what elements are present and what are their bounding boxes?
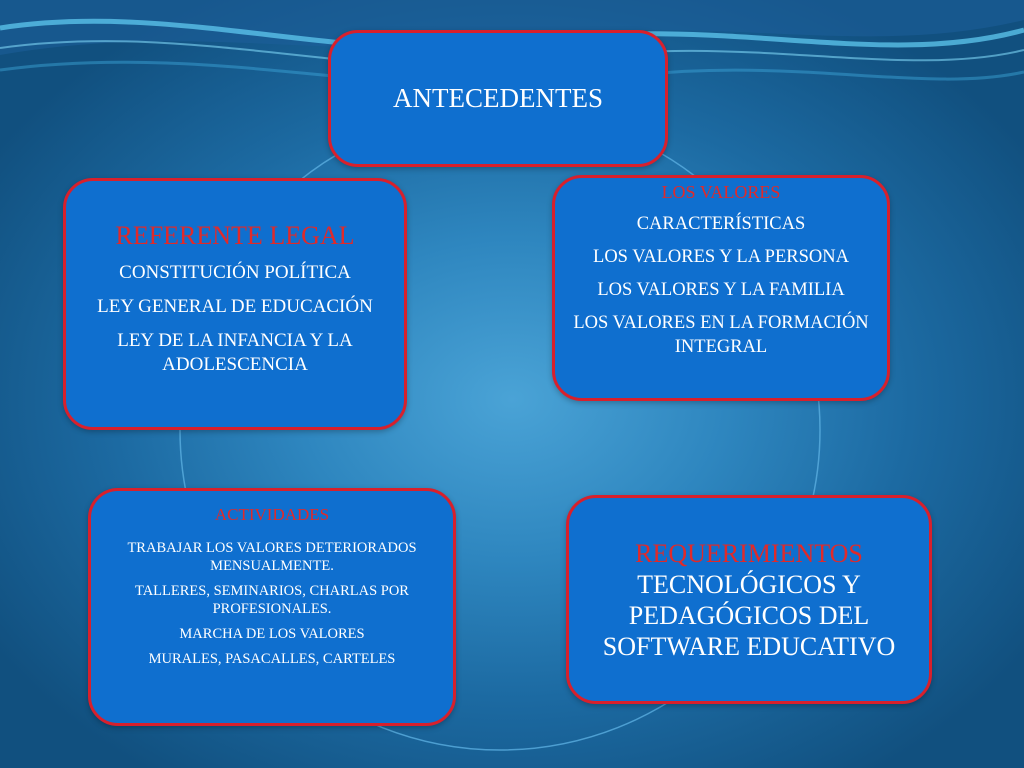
list-item: MURALES, PASACALLES, CARTELES — [148, 651, 396, 667]
node-antecedentes — [328, 30, 668, 167]
node-los-valores-title: LOS VALORES — [661, 182, 781, 202]
node-referente-legal — [63, 178, 407, 430]
list-item: TRABAJAR LOS VALORES DETERIORADOS MENSUALMENTE. — [127, 540, 417, 574]
list-item: TALLERES, SEMINARIOS, CHARLAS POR PROFESIONALES. — [135, 583, 409, 617]
list-item: LOS VALORES EN LA FORMACIÓN INTEGRAL — [573, 313, 869, 357]
list-item: LOS VALORES Y LA FAMILIA — [597, 280, 845, 300]
node-actividades — [88, 488, 456, 726]
list-item: LEY GENERAL DE EDUCACIÓN — [97, 296, 373, 317]
node-requerimientos-highlight: REQUERIMIENTOS — [635, 538, 863, 568]
node-referente-legal-title: REFERENTE LEGAL — [115, 221, 355, 250]
node-antecedentes-title: ANTECEDENTES — [393, 83, 603, 113]
node-los-valores — [552, 175, 890, 401]
list-item: CARACTERÍSTICAS — [636, 214, 806, 234]
list-item: LEY DE LA INFANCIA Y LA ADOLESCENCIA — [117, 330, 353, 375]
list-item: MARCHA DE LOS VALORES — [179, 626, 365, 642]
list-item: CONSTITUCIÓN POLÍTICA — [119, 262, 351, 283]
list-item: LOS VALORES Y LA PERSONA — [593, 247, 849, 267]
node-requerimientos — [566, 495, 932, 704]
node-actividades-title: ACTIVIDADES — [214, 505, 330, 524]
node-requerimientos-body: TECNOLÓGICOS Y PEDAGÓGICOS DEL SOFTWARE EDUCATIVO — [602, 569, 896, 661]
node-requerimientos-text — [587, 538, 911, 662]
